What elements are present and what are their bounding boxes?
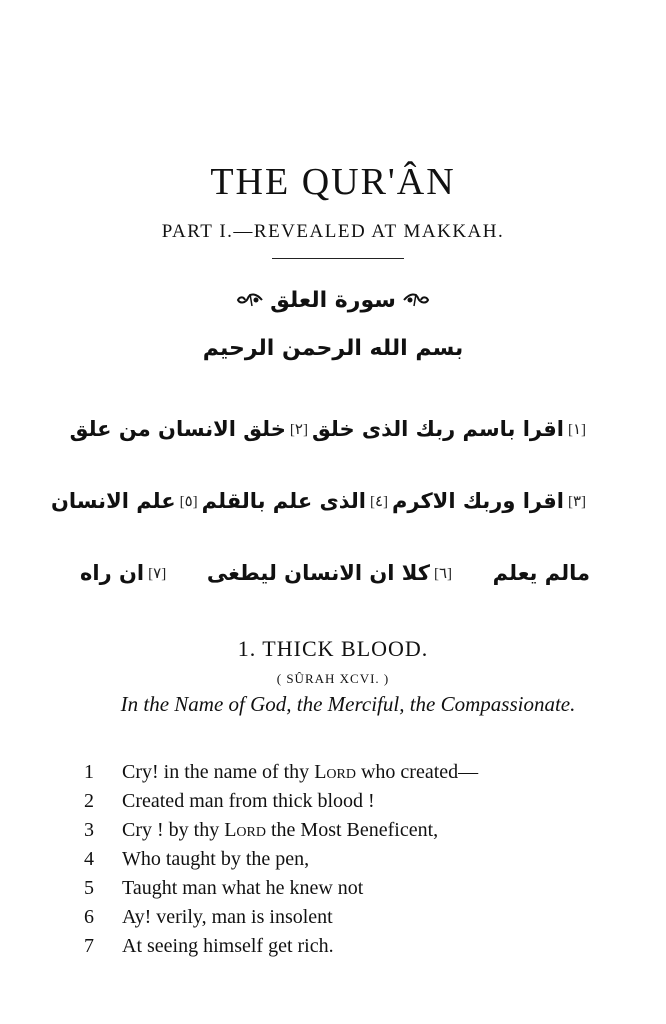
verse-small-caps: Lord [224, 819, 266, 841]
verse-text-part: Cry ! by thy [122, 819, 225, 841]
verse-number: 3 [84, 819, 94, 841]
arabic-segment [392, 489, 590, 513]
verse-text-part: Cry! in the name of thy [122, 761, 315, 783]
verse-list [84, 758, 604, 961]
verse-line [84, 845, 604, 874]
verse-line [84, 932, 604, 961]
left-ornament-icon [236, 290, 264, 310]
verse-marker: [٤] [369, 493, 389, 510]
arabic-segment [51, 489, 202, 513]
divider-rule [272, 258, 404, 259]
verse-text [122, 932, 334, 961]
verse-number: 7 [84, 935, 94, 957]
verse-text-part: Who taught by the pen, [122, 848, 310, 870]
arabic-text: خلق الانسان من علق [69, 417, 286, 441]
arabic-segment [312, 417, 590, 441]
bismillah-arabic: بسم الله الرحمن الرحيم [202, 336, 464, 361]
arabic-text: مالم يعلم [492, 561, 590, 585]
verse-number: 1 [84, 761, 94, 783]
arabic-line-2 [51, 476, 590, 526]
verse-marker: [٥] [179, 493, 198, 510]
arabic-text: ان راه [80, 561, 145, 585]
arabic-line-1 [69, 404, 590, 454]
verse-line [84, 816, 604, 845]
book-title: THE QUR'ÂN [210, 161, 456, 203]
verse-small-caps: Lord [314, 761, 356, 783]
part-subtitle: PART I.—REVEALED AT MAKKAH. [161, 221, 505, 242]
verse-marker: [٣] [567, 493, 586, 510]
arabic-text: اقرا باسم ربك الذى خلق [311, 417, 564, 441]
verse-number: 2 [84, 790, 94, 812]
verse-number: 6 [84, 906, 94, 928]
verse-marker: [٦] [433, 565, 453, 582]
arabic-segment [493, 561, 590, 585]
verse-text [122, 816, 438, 845]
arabic-text: الذى علم بالقلم [201, 489, 366, 513]
arabic-line-3 [80, 548, 590, 598]
arabic-text: كلا ان الانسان ليطغى [206, 561, 430, 585]
arabic-text: علم الانسان [51, 489, 176, 513]
arabic-segment [202, 489, 392, 513]
arabic-segment [80, 561, 170, 585]
invocation: In the Name of God, the Merciful, the Compassionate. [120, 692, 576, 716]
verse-text [122, 787, 375, 816]
right-ornament-icon [402, 290, 430, 310]
verse-number: 5 [84, 877, 94, 899]
verse-marker: [٧] [148, 565, 167, 582]
verse-line [84, 758, 604, 787]
verse-text [122, 845, 309, 874]
surah-reference: ( SÛRAH XCVI. ) [276, 671, 390, 686]
verse-text [122, 874, 363, 903]
surah-name-arabic: سورة العلق [270, 287, 396, 313]
verse-line [84, 874, 604, 903]
verse-text-part: Ay! verily, man is insolent [122, 906, 333, 928]
chapter-title: 1. THICK BLOOD. [237, 636, 429, 661]
arabic-segment [207, 561, 456, 585]
verse-line [84, 903, 604, 932]
verse-text [122, 758, 478, 787]
arabic-text: اقرا وربك الاكرم [392, 489, 564, 513]
verse-line [84, 787, 604, 816]
verse-marker: [١] [567, 421, 586, 438]
verse-text-part: Taught man what he knew not [122, 877, 364, 899]
verse-text-part: the Most Beneficent, [266, 819, 439, 841]
verse-text-part: Created man from thick blood ! [122, 790, 375, 812]
arabic-segment [70, 417, 312, 441]
verse-number: 4 [84, 848, 94, 870]
verse-text-part: At seeing himself get rich. [122, 935, 334, 957]
verse-marker: [٢] [289, 421, 308, 438]
verse-text [122, 903, 333, 932]
surah-heading [0, 280, 666, 320]
verse-text-part: who created— [355, 761, 479, 783]
